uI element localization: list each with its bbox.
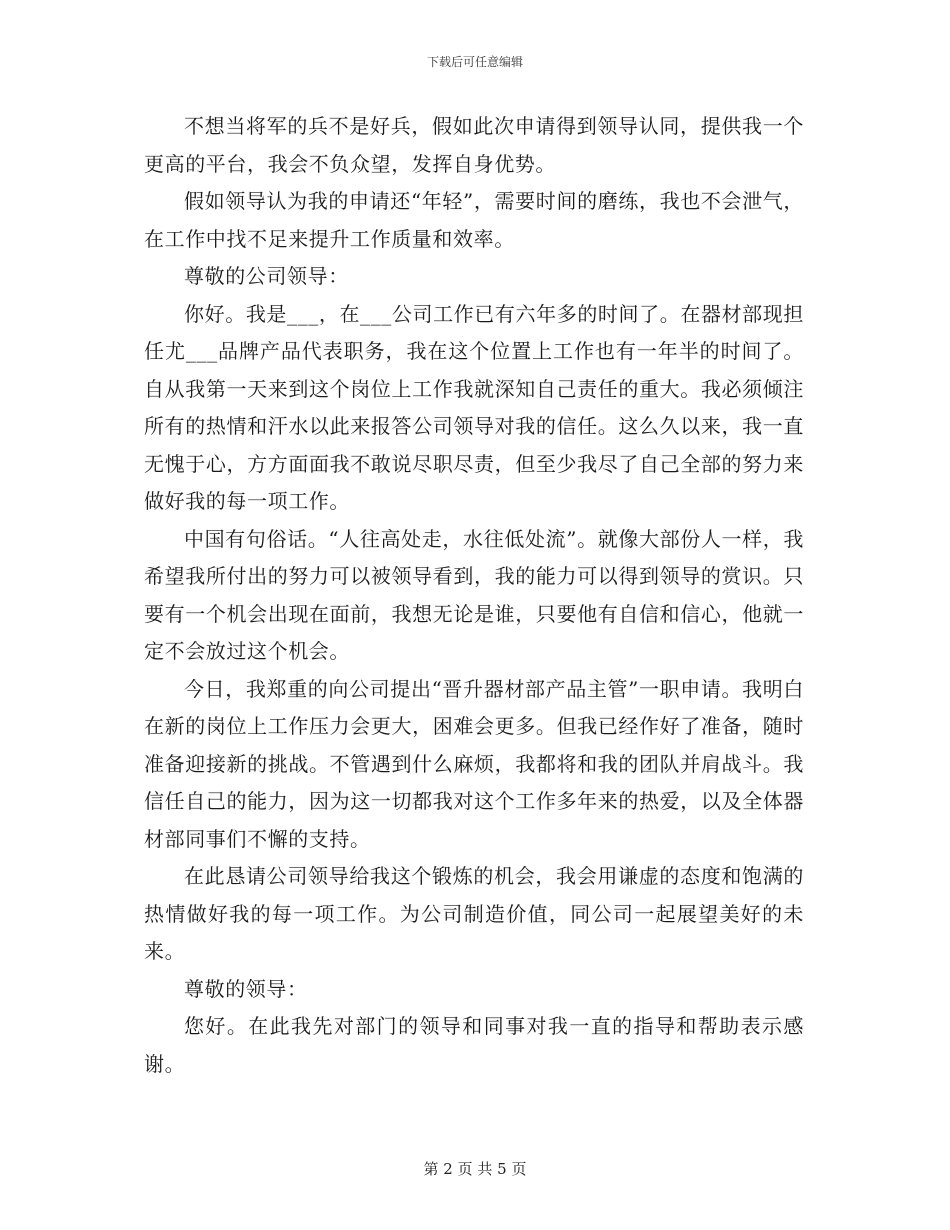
salutation: 尊敬的领导：: [184, 976, 308, 1001]
salutation: 尊敬的公司领导：: [184, 264, 349, 288]
document-body: [144, 108, 804, 1083]
page-header: 下载后可任意编辑: [426, 55, 523, 69]
paragraph: 不想当将军的兵不是好兵，假如此次申请得到领导认同，提供我一个更高的平台，我会不负众望，发挥自身优势。: [144, 114, 804, 176]
paragraph: 您好。在此我先对部门的领导和同事对我一直的指导和帮助表示感谢。: [144, 1014, 804, 1076]
paragraph: 在此恳请公司领导给我这个锻炼的机会，我会用谦虚的态度和饱满的热情做好我的每一项工作。为公司制造价值，同公司一起展望美好的未来。: [144, 864, 804, 963]
paragraph: 今日，我郑重的向公司提出“晋升器材部产品主管”一职申请。我明白在新的岗位上工作压力会更大，困难会更多。但我已经作好了准备，随时准备迎接新的挑战。不管遇到什么麻烦，我都将和我的团队并肩战斗。我信任自己的能力，因为这一切都我对这个工作多年来的热爱，以及全体器材部同事们不懈的支持。: [144, 676, 804, 851]
paragraph: 假如领导认为我的申请还“年轻”，需要时间的磨练，我也不会泄气，在工作中找不足来提升工作质量和效率。: [144, 189, 804, 251]
paragraph: 中国有句俗话。“人往高处走，水往低处流”。就像大部份人一样，我希望我所付出的努力可以被领导看到，我的能力可以得到领导的赏识。只要有一个机会出现在面前，我想无论是谁，只要他有自信和信心，他就一定不会放过这个机会。: [144, 526, 804, 663]
paragraph: 你好。我是___，在___公司工作已有六年多的时间了。在器材部现担任尤___品牌产品代表职务，我在这个位置上工作也有一年半的时间了。自从我第一天来到这个岗位上工作我就深知自己责任的重大。我必须倾注所有的热情和汗水以此来报答公司领导对我的信任。这么久以来，我一直无愧于心，方方面面我不敢说尽职尽责，但至少我尽了自己全部的努力来做好我的每一项工作。: [144, 301, 804, 513]
page-number: 第 2 页 共 5 页: [423, 1160, 527, 1178]
